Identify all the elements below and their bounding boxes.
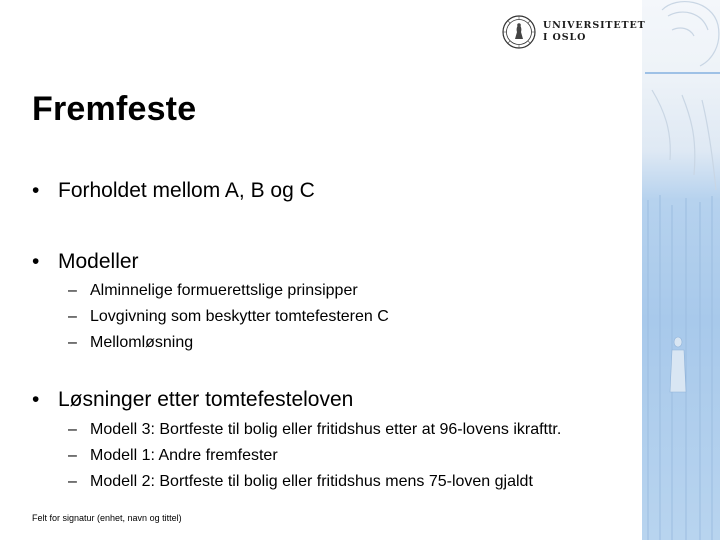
sub-bullet-item <box>68 307 389 327</box>
bullet-item <box>32 387 353 413</box>
sub-bullet-text: Modell 3: Bortfeste til bolig eller fritidshus etter at 96-lovens ikrafttr. <box>90 421 562 438</box>
sub-bullet-text: Modell 1: Andre fremfester <box>90 447 278 464</box>
side-decoration-panel <box>642 0 720 540</box>
sub-bullet-mark: – <box>68 473 77 490</box>
sub-bullet-mark: – <box>68 282 77 299</box>
sub-bullet-item <box>68 446 278 466</box>
university-seal-icon <box>502 15 536 49</box>
bullet-mark: • <box>32 179 40 202</box>
university-logo <box>502 14 646 50</box>
sub-bullet-text: Modell 2: Bortfeste til bolig eller fritidshus mens 75-loven gjaldt <box>90 473 533 490</box>
sub-bullet-item <box>68 472 533 492</box>
slide-title: Fremfeste <box>32 90 197 128</box>
bullet-mark: • <box>32 250 40 273</box>
sub-bullet-mark: – <box>68 308 77 325</box>
side-divider <box>645 72 720 74</box>
statue-artwork <box>642 0 720 540</box>
sub-bullet-mark: – <box>68 334 77 351</box>
bullet-text: Forholdet mellom A, B og C <box>58 179 315 202</box>
logo-line-2: I OSLO <box>543 32 587 43</box>
signature-footer: Felt for signatur (enhet, navn og tittel) <box>32 513 182 523</box>
sub-bullet-item <box>68 420 561 440</box>
sub-bullet-item <box>68 333 193 353</box>
sub-bullet-text: Alminnelige formuerettslige prinsipper <box>90 282 358 299</box>
sub-bullet-mark: – <box>68 447 77 464</box>
sub-bullet-mark: – <box>68 421 77 438</box>
bullet-item <box>32 249 139 275</box>
bullet-item <box>32 178 315 204</box>
sub-bullet-item <box>68 281 358 301</box>
bullet-mark: • <box>32 388 40 411</box>
bullet-text: Løsninger etter tomtefesteloven <box>58 388 354 411</box>
bullet-text: Modeller <box>58 250 139 273</box>
logo-line-1: UNIVERSITETET <box>543 20 646 31</box>
sub-bullet-text: Mellomløsning <box>90 334 194 351</box>
sub-bullet-text: Lovgivning som beskytter tomtefesteren C <box>90 308 389 325</box>
